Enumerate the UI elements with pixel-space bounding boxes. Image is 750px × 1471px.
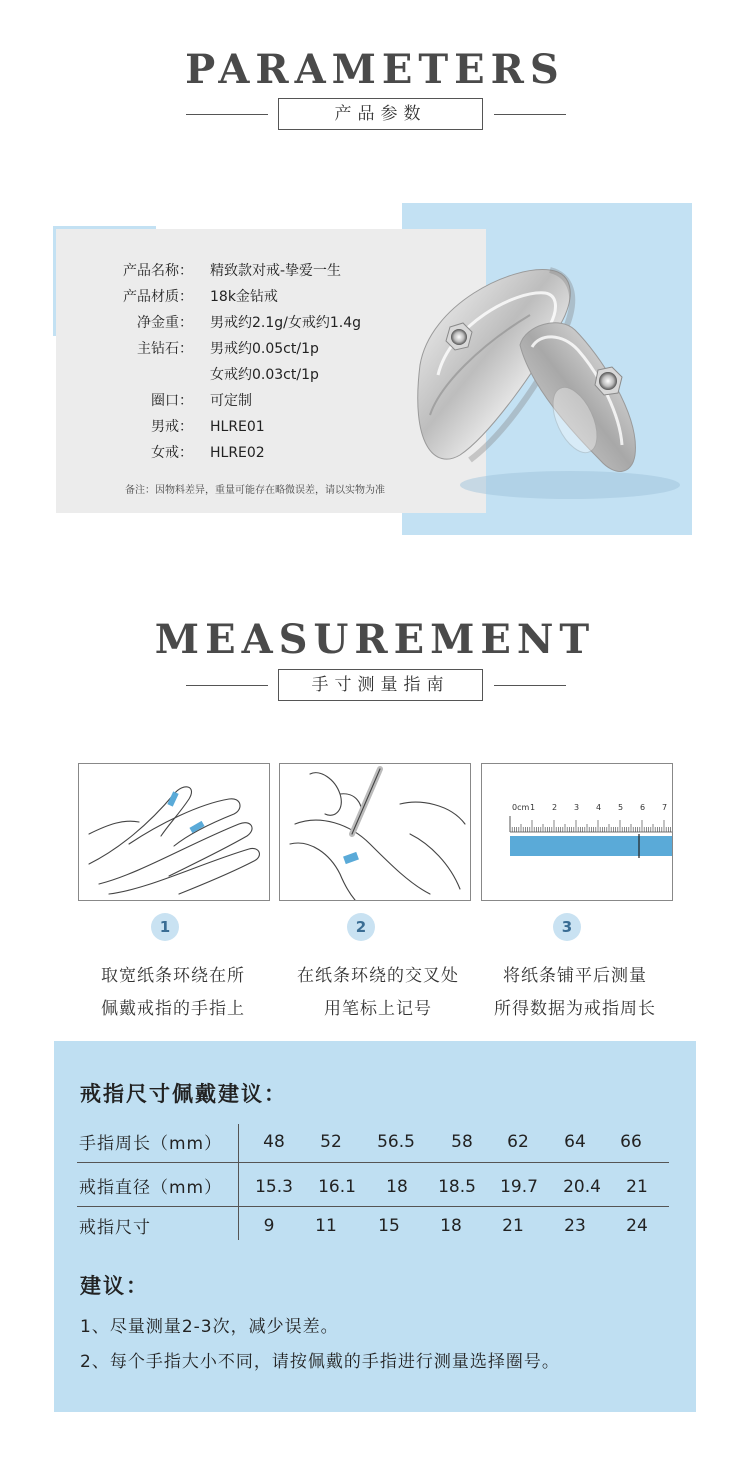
table-cell: 21 bbox=[626, 1177, 648, 1197]
table-cell: 15.3 bbox=[255, 1177, 293, 1197]
divider-left bbox=[186, 114, 268, 115]
param-label: 主钻石： bbox=[137, 341, 193, 357]
divider-left bbox=[186, 685, 268, 686]
table-cell: 23 bbox=[564, 1216, 586, 1236]
advice-item-2: 2、每个手指大小不同，请按佩戴的手指进行测量选择圈号。 bbox=[80, 1352, 560, 1372]
table-cell: 58 bbox=[451, 1132, 473, 1152]
pen-mark-icon bbox=[280, 764, 471, 901]
param-label: 净金重： bbox=[137, 315, 193, 331]
ruler-unit-label: 0cm bbox=[512, 803, 530, 812]
step-3-badge: 3 bbox=[553, 913, 581, 941]
param-value: 男戒约0.05ct/1p bbox=[210, 341, 319, 357]
table-cell: 21 bbox=[502, 1216, 524, 1236]
param-value: HLRE01 bbox=[210, 419, 265, 435]
step-1-text bbox=[73, 960, 273, 1026]
size-table-title: 戒指尺寸佩戴建议： bbox=[80, 1082, 287, 1106]
param-value: HLRE02 bbox=[210, 445, 265, 461]
step-3-illustration bbox=[481, 763, 673, 901]
param-value: 女戒约0.03ct/1p bbox=[210, 367, 319, 383]
measurement-title: MEASUREMENT bbox=[154, 616, 596, 663]
step-1-illustration bbox=[78, 763, 270, 901]
param-value: 精致款对戒-挚爱一生 bbox=[210, 263, 342, 279]
table-cell: 64 bbox=[564, 1132, 586, 1152]
ruler-tick-label: 4 bbox=[596, 803, 602, 812]
row-label-finger-circumference: 手指周长（mm） bbox=[79, 1134, 223, 1154]
param-label: 产品材质： bbox=[123, 289, 193, 305]
advice-item-1: 1、尽量测量2-3次，减少误差。 bbox=[80, 1317, 339, 1337]
table-divider-row-2 bbox=[77, 1206, 669, 1207]
table-cell: 62 bbox=[507, 1132, 529, 1152]
table-cell: 18 bbox=[440, 1216, 462, 1236]
table-cell: 16.1 bbox=[318, 1177, 356, 1197]
param-value: 男戒约2.1g/女戒约1.4g bbox=[210, 315, 362, 331]
measurement-subtitle: 手寸测量指南 bbox=[278, 669, 483, 701]
ruler-tick-label: 3 bbox=[574, 803, 580, 812]
step-3-line-2: 所得数据为戒指周长 bbox=[494, 999, 656, 1019]
couple-rings-image bbox=[400, 255, 685, 515]
step-2-badge: 2 bbox=[347, 913, 375, 941]
step-2-line-2: 用笔标上记号 bbox=[324, 999, 432, 1019]
ruler-tick-label: 5 bbox=[618, 803, 624, 812]
step-1-badge: 1 bbox=[151, 913, 179, 941]
divider-right bbox=[494, 114, 566, 115]
table-divider-row-1 bbox=[77, 1162, 669, 1163]
step-2-line-1: 在纸条环绕的交叉处 bbox=[297, 966, 459, 986]
advice-title: 建议： bbox=[80, 1274, 149, 1298]
table-cell: 66 bbox=[620, 1132, 642, 1152]
step-3-text bbox=[475, 960, 675, 1026]
ruler-icon bbox=[482, 764, 673, 901]
ruler-tick-label: 7 bbox=[662, 803, 668, 812]
weight-note: 备注：因物料差异，重量可能存在略微误差，请以实物为准 bbox=[125, 485, 385, 496]
parameters-title: PARAMETERS bbox=[185, 46, 565, 93]
param-label: 男戒： bbox=[151, 419, 193, 435]
row-label-ring-size: 戒指尺寸 bbox=[79, 1218, 151, 1238]
hand-wrap-icon bbox=[79, 764, 270, 901]
ruler-tick-label: 6 bbox=[640, 803, 646, 812]
ruler-tick-label: 2 bbox=[552, 803, 558, 812]
step-3-line-1: 将纸条铺平后测量 bbox=[503, 966, 647, 986]
table-cell: 20.4 bbox=[563, 1177, 601, 1197]
param-value: 18k金钻戒 bbox=[210, 289, 278, 305]
table-cell: 24 bbox=[626, 1216, 648, 1236]
parameters-subtitle: 产品参数 bbox=[278, 98, 483, 130]
table-cell: 11 bbox=[315, 1216, 337, 1236]
param-label: 产品名称： bbox=[123, 263, 193, 279]
divider-right bbox=[494, 685, 566, 686]
step-1-line-1: 取宽纸条环绕在所 bbox=[101, 966, 245, 986]
table-cell: 48 bbox=[263, 1132, 285, 1152]
table-cell: 9 bbox=[263, 1216, 275, 1236]
row-label-ring-diameter: 戒指直径（mm） bbox=[79, 1178, 223, 1198]
param-label: 圈口： bbox=[151, 393, 193, 409]
param-value: 可定制 bbox=[210, 393, 252, 409]
param-label: 女戒： bbox=[151, 445, 193, 461]
step-2-text bbox=[278, 960, 478, 1026]
table-cell: 56.5 bbox=[377, 1132, 415, 1152]
table-cell: 52 bbox=[320, 1132, 342, 1152]
step-1-line-2: 佩戴戒指的手指上 bbox=[101, 999, 245, 1019]
table-cell: 18.5 bbox=[438, 1177, 476, 1197]
table-cell: 18 bbox=[386, 1177, 408, 1197]
step-2-illustration bbox=[279, 763, 471, 901]
ruler-tick-label: 1 bbox=[530, 803, 536, 812]
table-cell: 19.7 bbox=[500, 1177, 538, 1197]
table-cell: 15 bbox=[378, 1216, 400, 1236]
paper-strip bbox=[510, 836, 673, 856]
